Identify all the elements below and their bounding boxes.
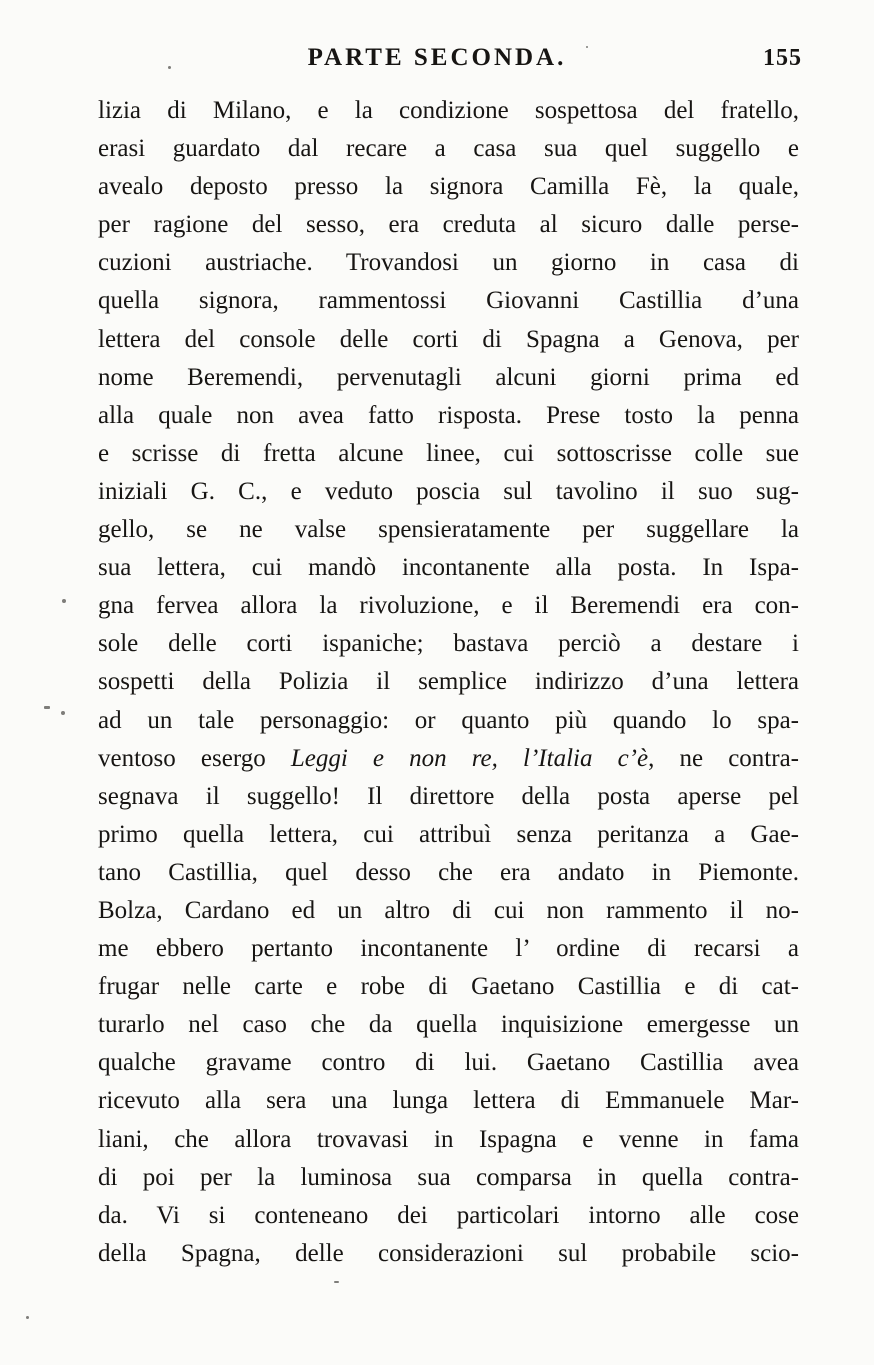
text-line xyxy=(98,244,799,282)
italic-text-segment: Leggi e non re, l’Italia c’è xyxy=(290,744,649,772)
text-segment: nome Beremendi, pervenutagli alcuni giorni prima ed xyxy=(98,363,799,391)
text-line xyxy=(98,625,799,663)
scan-speck xyxy=(586,46,588,48)
text-line xyxy=(98,1197,799,1235)
text-segment: per ragione del sesso, era creduta al sicuro dalle perse- xyxy=(98,211,799,239)
text-segment: alla quale non avea fatto risposta. Prese tosto la penna xyxy=(98,401,799,429)
text-line xyxy=(98,663,799,701)
text-segment: , ne contra- xyxy=(648,744,799,772)
scan-speck xyxy=(62,599,66,603)
text-segment: cuzioni austriache. Trovandosi un giorno in casa di xyxy=(98,249,799,277)
text-line xyxy=(98,549,799,587)
text-line xyxy=(98,1121,799,1159)
text-segment: Bolza, Cardano ed un altro di cui non rammento il no- xyxy=(98,896,799,924)
text-line xyxy=(98,397,799,435)
text-line xyxy=(98,1082,799,1120)
section-title: PARTE SECONDA. xyxy=(307,44,567,71)
page-number: 155 xyxy=(763,45,802,71)
text-segment: liani, che allora trovavasi in Ispagna e venne in fama xyxy=(98,1125,799,1153)
text-line xyxy=(98,282,799,320)
text-segment: erasi guardato dal recare a casa sua quel suggello e xyxy=(98,135,799,163)
text-line xyxy=(98,168,799,206)
scan-speck xyxy=(334,1281,339,1283)
text-segment: avealo deposto presso la signora Camilla Fè, la quale, xyxy=(98,173,799,201)
text-segment: sua lettera, cui mandò incontanente alla posta. In Ispa- xyxy=(98,554,799,582)
text-line xyxy=(98,1044,799,1082)
text-segment: ad un tale personaggio: or quanto più quando lo spa- xyxy=(98,706,799,734)
text-segment: da. Vi si conteneano dei particolari intorno alle cose xyxy=(98,1201,799,1229)
text-line xyxy=(98,854,799,892)
text-line xyxy=(98,130,799,168)
text-line xyxy=(98,1235,799,1273)
body-text xyxy=(98,92,799,1273)
scan-speck xyxy=(61,711,65,715)
text-line xyxy=(98,816,799,854)
text-line xyxy=(98,930,799,968)
text-segment: ventoso esergo xyxy=(98,744,291,772)
text-line xyxy=(98,968,799,1006)
text-segment: e scrisse di fretta alcune linee, cui sottoscrisse colle sue xyxy=(98,439,799,467)
text-segment: qualche gravame contro di lui. Gaetano Castillia avea xyxy=(98,1049,799,1077)
text-segment: lizia di Milano, e la condizione sospettosa del fratello, xyxy=(98,97,799,124)
running-head xyxy=(0,44,874,78)
scan-speck xyxy=(44,706,50,709)
text-line xyxy=(98,321,799,359)
text-line xyxy=(98,206,799,244)
text-line xyxy=(98,1006,799,1044)
text-segment: me ebbero pertanto incontanente l’ ordine di recarsi a xyxy=(98,935,799,963)
text-segment: gello, se ne valse spensieratamente per suggellare la xyxy=(98,516,799,544)
text-line xyxy=(98,435,799,473)
text-segment: segnava il suggello! Il direttore della posta aperse pel xyxy=(98,782,799,810)
scan-speck xyxy=(26,1316,29,1319)
text-line xyxy=(98,587,799,625)
text-segment: primo quella lettera, cui attribuì senza peritanza a Gae- xyxy=(98,820,799,848)
text-segment: quella signora, rammentossi Giovanni Castillia d’una xyxy=(98,287,799,315)
text-segment: gna fervea allora la rivoluzione, e il Beremendi era con- xyxy=(98,592,799,620)
text-segment: sospetti della Polizia il semplice indirizzo d’una lettera xyxy=(98,668,799,696)
text-segment: iniziali G. C., e veduto poscia sul tavolino il suo sug- xyxy=(98,477,799,505)
scan-speck xyxy=(168,66,171,69)
text-line xyxy=(98,1159,799,1197)
text-segment: sole delle corti ispaniche; bastava perciò a destare i xyxy=(98,630,799,658)
text-segment: di poi per la luminosa sua comparsa in quella contra- xyxy=(98,1163,799,1191)
text-line xyxy=(98,778,799,816)
text-segment: frugar nelle carte e robe di Gaetano Castillia e di cat- xyxy=(98,973,799,1001)
text-line xyxy=(98,359,799,397)
text-line xyxy=(98,511,799,549)
text-segment: della Spagna, delle considerazioni sul probabile scio- xyxy=(98,1239,799,1267)
text-line xyxy=(98,740,799,778)
text-segment: turarlo nel caso che da quella inquisizione emergesse un xyxy=(98,1011,799,1039)
text-line xyxy=(98,702,799,740)
text-line xyxy=(98,92,799,130)
text-segment: lettera del console delle corti di Spagna a Genova, per xyxy=(98,325,799,353)
text-line xyxy=(98,473,799,511)
text-segment: ricevuto alla sera una lunga lettera di Emmanuele Mar- xyxy=(98,1087,799,1115)
text-segment: tano Castillia, quel desso che era andato in Piemonte. xyxy=(98,858,799,886)
text-line xyxy=(98,892,799,930)
